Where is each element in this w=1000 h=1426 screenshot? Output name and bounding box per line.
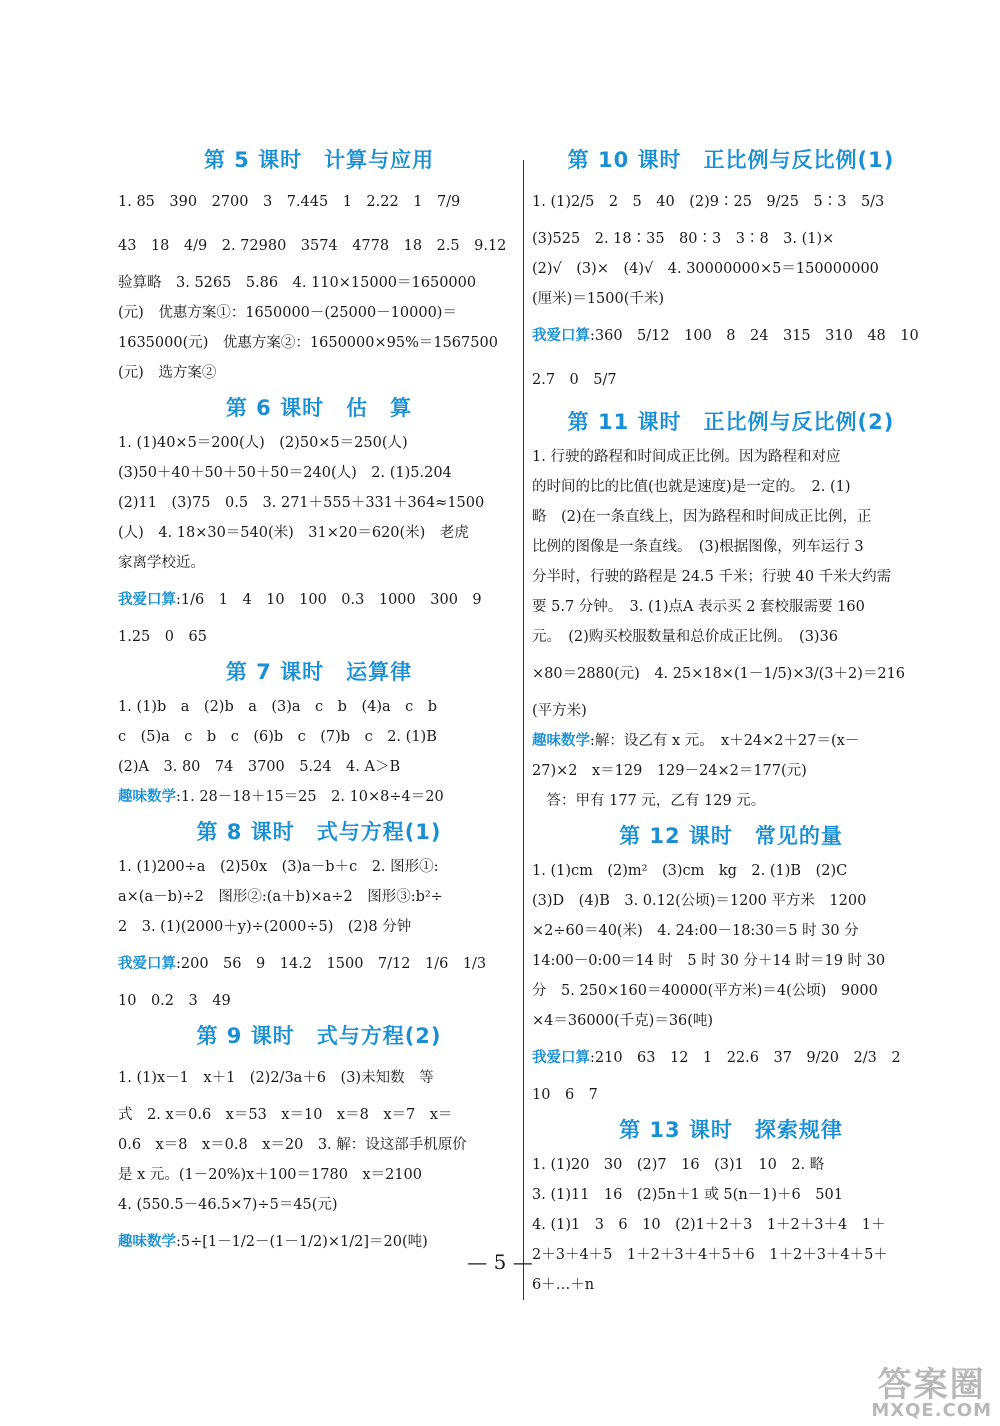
answer-line: [532, 726, 930, 756]
answer-text: 家离学校近。: [118, 555, 205, 571]
keyword-label: 我爱口算: [118, 956, 176, 972]
answer-text: 0.6 x＝8 x＝0.8 x＝20 3. 解：设这部手机原价: [118, 1137, 467, 1153]
answer-line: [532, 786, 930, 816]
answer-text: 2.7 0 5/7: [532, 372, 617, 388]
answer-line: [118, 328, 520, 358]
lesson-title: 第 6 课时 估 算: [225, 396, 413, 420]
answer-text: (平方米): [532, 703, 587, 719]
keyword-label: 趣味数学: [532, 733, 590, 749]
answer-text: 27)×2 x＝129 129－24×2＝177(元): [532, 763, 807, 779]
answer-line: [532, 314, 930, 358]
answer-text: :210 63 12 1 22.6 37 9/20 2/3 2: [590, 1050, 901, 1066]
answer-text: 元。 (2)购买校服数量和总价成正比例。 (3)36: [532, 629, 839, 645]
lesson-section: [118, 656, 520, 812]
answer-line: [532, 1036, 930, 1080]
answer-line: [532, 856, 930, 886]
keyword-label: 我爱口算: [532, 328, 590, 344]
answer-text: :解：设乙有 x 元。 x＋24×2＋27＝(x－: [590, 733, 860, 749]
answer-line: [118, 1190, 520, 1220]
answer-line: [532, 696, 930, 726]
answer-line: [118, 752, 520, 782]
keyword-label: 趣味数学: [118, 789, 176, 805]
answer-text: 14:00－0:00＝14 时 5 时 30 分＋14 时＝19 时 30: [532, 953, 886, 969]
answer-text: c (5)a c b c (6)b c (7)b c 2. (1)B: [118, 729, 437, 745]
answer-line: [118, 1160, 520, 1190]
left-column: [118, 140, 520, 1264]
answer-line: [118, 722, 520, 752]
lesson-section: [118, 392, 520, 652]
answer-text: (元) 优惠方案①：1650000－(25000－10000)＝: [118, 305, 457, 321]
answer-line: [118, 428, 520, 458]
answer-line: [532, 1080, 930, 1110]
answer-text: 式 2. x＝0.6 x＝53 x＝10 x＝8 x＝7 x＝: [118, 1107, 453, 1123]
answer-line: [118, 852, 520, 882]
answer-line: [532, 946, 930, 976]
answer-line: [118, 358, 520, 388]
answer-text: 1. 85 390 2700 3 7.445 1 2.22 1 7/9: [118, 194, 461, 210]
answer-text: 10 6 7: [532, 1087, 598, 1103]
answer-line: [532, 1210, 930, 1240]
lesson-section: [532, 406, 930, 816]
answer-line: [118, 912, 520, 942]
lesson-section: [118, 144, 520, 388]
answer-line: [532, 622, 930, 652]
answer-line: [118, 782, 520, 812]
keyword-label: 我爱口算: [532, 1050, 590, 1066]
answer-line: [532, 592, 930, 622]
answer-text: 1. (1)40×5＝200(人) (2)50×5＝250(人): [118, 435, 408, 451]
answer-text: 3. (1)11 16 (2)5n＋1 或 5(n－1)＋6 501: [532, 1187, 843, 1203]
lesson-section: [118, 816, 520, 1016]
answer-line: [532, 756, 930, 786]
answer-line: [118, 458, 520, 488]
page-number: — 5 —: [467, 1250, 533, 1274]
right-column: [532, 140, 930, 1300]
answer-text: ×4＝36000(千克)＝36(吨): [532, 1013, 714, 1029]
answer-line: [118, 180, 520, 224]
answer-line: [532, 442, 930, 472]
answer-text: 2 3. (1)(2000＋y)÷(2000÷5) (2)8 分钟: [118, 919, 412, 935]
answer-line: [532, 180, 930, 224]
answer-line: [118, 298, 520, 328]
answer-line: [118, 692, 520, 722]
answer-line: [532, 472, 930, 502]
answer-line: [118, 578, 520, 622]
answer-text: (3)D (4)B 3. 0.12(公顷)＝1200 平方米 1200: [532, 893, 867, 909]
answer-text: (人) 4. 18×30＝540(米) 31×20＝620(米) 老虎: [118, 525, 469, 541]
answer-text: 的时间的比的比值(也就是速度)是一定的。 2. (1): [532, 479, 851, 495]
answer-text: 1. (1)2/5 2 5 40 (2)9∶25 9/25 5∶3 5/3: [532, 194, 885, 210]
answer-text: 验算略 3. 5265 5.86 4. 110×15000＝1650000: [118, 275, 477, 291]
answer-text: :1. 28－18＋15＝25 2. 10×8÷4＝20: [176, 789, 444, 805]
answer-text: (2)A 3. 80 74 3700 5.24 4. A＞B: [118, 759, 401, 775]
lesson-section: [118, 1020, 520, 1264]
answer-text: 1. (1)200÷a (2)50x (3)a－b＋c 2. 图形①:: [118, 859, 439, 875]
keyword-label: 我爱口算: [118, 592, 176, 608]
answer-text: 答：甲有 177 元，乙有 129 元。: [532, 793, 766, 809]
answer-line: [532, 532, 930, 562]
answer-text: 比例的图像是一条直线。 (3)根据图像，列车运行 3: [532, 539, 864, 555]
answer-text: (厘米)＝1500(千米): [532, 291, 665, 307]
answer-text: 1. (1)x－1 x＋1 (2)2/3a＋6 (3)未知数 等: [118, 1070, 434, 1086]
answer-line: [118, 622, 520, 652]
answer-line: [532, 1150, 930, 1180]
answer-line: [532, 1180, 930, 1210]
watermark-logo: [871, 1365, 992, 1421]
answer-text: 是 x 元。(1－20%)x＋100＝1780 x＝2100: [118, 1167, 422, 1183]
answer-text: (2)√ (3)× (4)√ 4. 30000000×5＝150000000: [532, 261, 879, 277]
answer-text: 4. (1)1 3 6 10 (2)1＋2＋3 1＋2＋3＋4 1＋: [532, 1217, 886, 1233]
answer-line: [118, 1130, 520, 1160]
answer-text: 2＋3＋4＋5 1＋2＋3＋4＋5＋6 1＋2＋3＋4＋5＋: [532, 1247, 888, 1263]
answer-text: 1635000(元) 优惠方案②：1650000×95%＝1567500: [118, 335, 498, 351]
keyword-label: 趣味数学: [118, 1234, 176, 1250]
answer-line: [118, 1100, 520, 1130]
answer-text: a×(a－b)÷2 图形②:(a＋b)×a÷2 图形③:b²÷: [118, 889, 443, 905]
answer-text: 10 0.2 3 49: [118, 993, 231, 1009]
answer-line: [118, 1056, 520, 1100]
lesson-title: 第 11 课时 正比例与反比例(2): [567, 410, 895, 434]
answer-line: [118, 224, 520, 268]
answer-text: 4. (550.5－46.5×7)÷5＝45(元): [118, 1197, 338, 1213]
answer-text: (3)50＋40＋50＋50＋50＝240(人) 2. (1)5.204: [118, 465, 452, 481]
lesson-title: 第 5 课时 计算与应用: [203, 148, 435, 172]
answer-text: ×80＝2880(元) 4. 25×18×(1－1/5)×3/(3＋2)＝216: [532, 666, 906, 682]
answer-line: [118, 882, 520, 912]
watermark-text: 答案圈: [877, 1365, 986, 1405]
answer-text: :1/6 1 4 10 100 0.3 1000 300 9: [176, 592, 482, 608]
answer-text: 43 18 4/9 2. 72980 3574 4778 18 2.5 9.12: [118, 238, 507, 254]
answer-text: (元) 选方案②: [118, 365, 217, 381]
answer-text: 6＋…＋n: [532, 1277, 595, 1293]
answer-text: :5÷[1－1/2－(1－1/2)×1/2]＝20(吨): [176, 1234, 428, 1250]
answer-text: 略 (2)在一条直线上，因为路程和时间成正比例，正: [532, 509, 872, 525]
answer-text: 1. 行驶的路程和时间成正比例。因为路程和对应: [532, 449, 841, 465]
answer-text: ×2÷60＝40(米) 4. 24:00－18:30＝5 时 30 分: [532, 923, 859, 939]
answer-line: [532, 886, 930, 916]
lesson-section: [532, 144, 930, 402]
answer-line: [532, 652, 930, 696]
answer-line: [118, 488, 520, 518]
answer-text: 1.25 0 65: [118, 629, 207, 645]
lesson-section: [532, 820, 930, 1110]
answer-line: [532, 976, 930, 1006]
answer-line: [532, 224, 930, 254]
lesson-title: 第 9 课时 式与方程(2): [196, 1024, 442, 1048]
lesson-title: 第 8 课时 式与方程(1): [196, 820, 442, 844]
answer-line: [118, 942, 520, 986]
answer-text: 1. (1)cm (2)m² (3)cm kg 2. (1)B (2)C: [532, 863, 848, 879]
answer-text: 分 5. 250×160＝40000(平方米)＝4(公顷) 9000: [532, 983, 878, 999]
watermark-url: MXQE.COM: [871, 1400, 992, 1421]
column-divider: [523, 160, 524, 1300]
answer-text: 要 5.7 分钟。 3. (1)点A 表示买 2 套校服需要 160: [532, 599, 865, 615]
answer-text: :360 5/12 100 8 24 315 310 48 10: [590, 328, 919, 344]
answer-line: [532, 562, 930, 592]
answer-text: (2)11 (3)75 0.5 3. 271＋555＋331＋364≈1500: [118, 495, 485, 511]
answer-line: [532, 916, 930, 946]
answer-line: [532, 358, 930, 402]
lesson-title: 第 13 课时 探索规律: [619, 1118, 843, 1142]
lesson-title: 第 10 课时 正比例与反比例(1): [567, 148, 895, 172]
answer-text: 1. (1)20 30 (2)7 16 (3)1 10 2. 略: [532, 1157, 825, 1173]
answer-line: [118, 518, 520, 548]
answer-text: 分半时，行驶的路程是 24.5 千米；行驶 40 千米大约需: [532, 569, 892, 585]
lesson-title: 第 12 课时 常见的量: [619, 824, 843, 848]
answer-text: (3)525 2. 18∶35 80∶3 3∶8 3. (1)×: [532, 231, 835, 247]
answer-text: :200 56 9 14.2 1500 7/12 1/6 1/3: [176, 956, 487, 972]
answer-line: [532, 254, 930, 284]
answer-line: [118, 986, 520, 1016]
answer-line: [118, 548, 520, 578]
answer-line: [532, 1270, 930, 1300]
lesson-title: 第 7 课时 运算律: [225, 660, 413, 684]
answer-line: [118, 268, 520, 298]
answer-line: [532, 284, 930, 314]
answer-line: [532, 502, 930, 532]
answer-line: [532, 1006, 930, 1036]
answer-text: 1. (1)b a (2)b a (3)a c b (4)a c b: [118, 699, 438, 715]
